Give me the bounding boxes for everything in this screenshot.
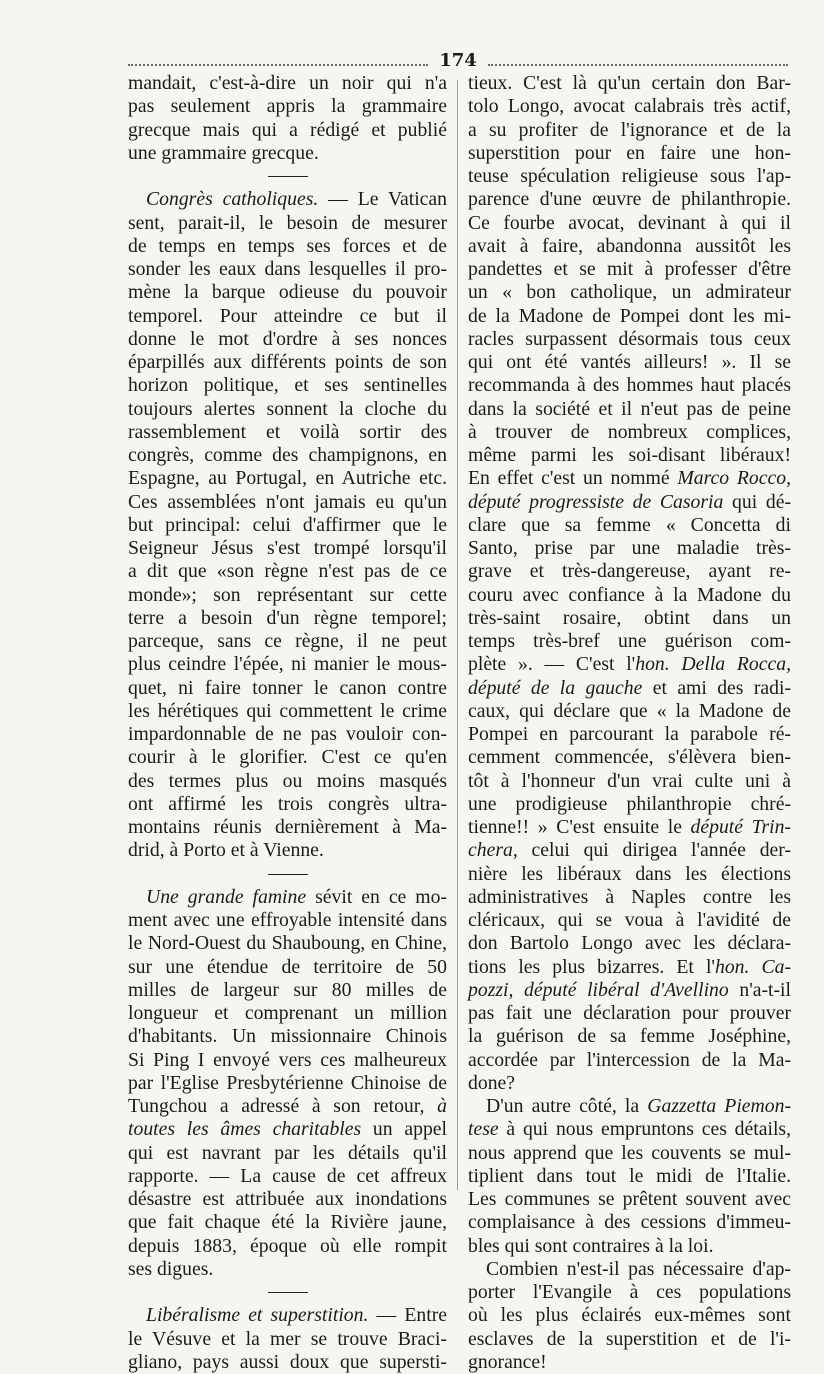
text-line <box>128 305 447 328</box>
text-run: quet, ni faire tonner le canon contre <box>128 676 447 699</box>
text-run: temporel. Pour atteindre ce but il <box>128 304 447 327</box>
left-column <box>128 72 447 1374</box>
text-run: très-saint rosaire, obtint dans un <box>468 606 791 629</box>
text-line <box>468 72 791 95</box>
text-line <box>128 95 447 118</box>
text-line <box>468 700 791 723</box>
text-run: accordée par l'intercession de la Ma- <box>468 1048 791 1071</box>
text-run: sur une étendue de territoire de 50 <box>128 955 447 978</box>
text-run: Ces assemblées n'ont jamais eu qu'un <box>128 490 447 513</box>
text-run: de temps en temps ses forces et de <box>128 234 447 257</box>
text-line <box>468 956 791 979</box>
right-column <box>468 72 791 1374</box>
text-run: qui dé- <box>723 490 791 513</box>
text-run: impardonnable de ne pas vouloir con- <box>128 723 447 745</box>
text-run: Santo, prise par une maladie très- <box>468 537 791 559</box>
italic-text: Marco Rocco, <box>677 467 792 490</box>
text-run: a su profiter de l'ignorance et de la <box>468 118 791 141</box>
text-line <box>468 1211 791 1234</box>
text-line <box>128 1211 447 1234</box>
text-line <box>128 979 447 1002</box>
text-run: tions les plus bizarres. Et l' <box>468 955 715 978</box>
text-line <box>468 467 791 490</box>
text-run: avait à faire, abandonna aussitôt les <box>468 234 791 257</box>
text-line <box>468 932 791 955</box>
text-line <box>128 212 447 235</box>
text-line <box>128 1049 447 1072</box>
text-line <box>128 235 447 258</box>
text-run: monde»; son représentant sur cette <box>128 583 447 606</box>
text-line <box>128 932 447 955</box>
text-line <box>128 119 447 142</box>
page-number: 174 <box>439 50 477 71</box>
italic-text: toutes les âmes charitables <box>128 1118 362 1141</box>
text-line <box>128 816 447 839</box>
text-run: esclaves de la superstition et de l'i- <box>468 1327 791 1350</box>
text-line <box>468 746 791 769</box>
text-run: but principal: celui d'affirmer que le <box>128 513 447 536</box>
text-run: à trouver de nombreux complices, <box>468 420 791 443</box>
text-line <box>128 793 447 816</box>
text-line <box>128 723 447 746</box>
text-line <box>468 188 791 211</box>
text-line <box>128 1351 447 1374</box>
text-run: plus ceindre l'épée, ni manier le mous- <box>128 653 447 676</box>
text-line <box>468 886 791 909</box>
text-run: racles surpassent désormais tous ceux <box>468 327 791 350</box>
text-run: sévit en ce mo- <box>306 885 447 908</box>
text-run: ment avec une effroyable intensité dans <box>128 909 447 931</box>
text-line <box>468 1258 791 1281</box>
text-line <box>468 1095 791 1118</box>
text-run: désastre est attribuée aux inondations <box>128 1188 447 1210</box>
text-run: la guérison de sa femme Joséphine, <box>468 1025 791 1048</box>
text-line <box>128 653 447 676</box>
text-run: drid, à Porto et à Vienne. <box>128 839 324 862</box>
text-line <box>128 1002 447 1025</box>
text-run: — Entre <box>368 1304 447 1327</box>
text-run: complaisance à des cessions d'immeu- <box>468 1211 791 1234</box>
italic-text: député Trin- <box>690 816 791 838</box>
text-run: En effet c'est un nommé <box>468 467 678 490</box>
italic-text: député de la gauche <box>468 676 643 699</box>
text-run: sent, parait-il, le besoin de mesurer <box>128 211 447 234</box>
text-run: par l'Eglise Presbytérienne Chinoise de <box>128 1071 447 1094</box>
section-separator <box>128 1281 447 1304</box>
text-run: dans la société et il n'eut pas de peine <box>468 397 791 420</box>
text-line <box>468 1351 791 1374</box>
text-line <box>468 793 791 816</box>
text-run: de la Madone de Pompei dont les mi- <box>468 304 791 327</box>
text-run: où les plus éclairés eux-mêmes sont <box>468 1304 791 1327</box>
text-run: mène la barque odieuse du pouvoir <box>128 281 447 304</box>
text-run: les hérétiques qui commettent le crime <box>128 699 447 722</box>
text-run: administratives à Naples contre les <box>468 885 791 908</box>
italic-text: hon. Della Rocca, <box>635 653 791 676</box>
text-run: porter l'Evangile à ces populations <box>468 1281 791 1303</box>
text-run: couru avec confiance à la Madone du <box>468 583 791 606</box>
text-line <box>468 1142 791 1165</box>
text-run: des termes plus ou moins masqués <box>128 769 447 792</box>
text-line <box>468 607 791 630</box>
text-line <box>128 1165 447 1188</box>
column-divider <box>457 80 458 1190</box>
text-line <box>128 491 447 514</box>
text-run: donne le mot d'ordre à ses nonces <box>128 327 447 350</box>
text-run: rapporte. — La cause de cet affreux <box>128 1164 447 1187</box>
section-separator <box>128 863 447 886</box>
text-line <box>468 235 791 258</box>
text-line <box>468 398 791 421</box>
text-line <box>468 816 791 839</box>
text-line <box>468 142 791 165</box>
text-run: nous apprend que les couvents se mul- <box>468 1141 791 1164</box>
text-run: grecque mais qui a rédigé et publié <box>128 118 447 141</box>
text-line <box>128 886 447 909</box>
text-run: clare que sa femme « Concetta di <box>468 513 791 536</box>
text-line <box>468 1235 791 1258</box>
text-line <box>468 491 791 514</box>
italic-text: tese <box>468 1118 499 1141</box>
text-line <box>128 1328 447 1351</box>
text-line <box>468 770 791 793</box>
text-run: parence d'une œuvre de philanthropie. <box>468 188 791 211</box>
text-run: done? <box>468 1071 516 1094</box>
text-run: longueur et comprenant un million <box>128 1002 447 1024</box>
text-run: milles de largeur sur 80 milles de <box>128 978 447 1001</box>
text-run: D'un autre côté, la <box>486 1095 648 1117</box>
text-line <box>128 467 447 490</box>
text-run: ont affirmé les trois congrès ultra- <box>128 792 447 815</box>
text-line <box>128 630 447 653</box>
text-line <box>468 95 791 118</box>
text-run: Combien n'est-il pas nécessaire d'ap- <box>486 1257 791 1280</box>
text-run: Ce fourbe avocat, devinant à qui il <box>468 211 791 234</box>
italic-text: pozzi, député libéral d'Avellino <box>468 978 729 1001</box>
text-run: toujours alertes sonnent la cloche du <box>128 397 447 420</box>
text-run: pandettes et se mit à professer d'être <box>468 258 791 280</box>
text-run: terre a besoin d'un règne temporel; <box>128 606 447 629</box>
text-line <box>468 1049 791 1072</box>
text-line <box>468 421 791 444</box>
text-line <box>468 1304 791 1327</box>
text-line <box>128 677 447 700</box>
text-run: grave et très-dangereuse, ayant re- <box>468 560 791 583</box>
text-run: bles qui sont contraires à la loi. <box>468 1234 714 1257</box>
text-run: caux, qui déclare que « la Madone de <box>468 699 791 722</box>
text-line <box>468 258 791 281</box>
italic-text: Libéralisme et superstition. <box>146 1304 369 1327</box>
text-line <box>128 584 447 607</box>
text-line <box>128 398 447 421</box>
text-run: gliano, pays aussi doux que supersti- <box>128 1350 447 1373</box>
text-run: un appel <box>361 1118 447 1141</box>
text-run: Si Ping I envoyé vers ces malheureux <box>128 1048 447 1071</box>
text-run: congrès, comme des champignons, en <box>128 444 447 466</box>
text-run: temps très-bref une guérison com- <box>468 630 791 652</box>
text-run: don Bartolo Longo avec les déclara- <box>468 932 791 955</box>
text-run: superstition pour en faire une hon- <box>468 141 791 164</box>
text-run: horizon politique, et ses sentinelles <box>128 374 447 397</box>
text-line <box>128 374 447 397</box>
text-run: tienne!! » C'est ensuite le <box>468 816 691 838</box>
text-run: rassemblement et voilà sortir des <box>128 420 447 443</box>
text-line <box>468 212 791 235</box>
text-run: plète ». — C'est l' <box>468 653 636 676</box>
text-run: tôt à l'honneur d'un vrai culte uni à <box>468 769 791 792</box>
text-line <box>128 444 447 467</box>
text-line <box>468 328 791 351</box>
text-line <box>128 1304 447 1327</box>
text-line <box>468 560 791 583</box>
text-line <box>128 770 447 793</box>
text-line <box>468 1072 791 1095</box>
text-run: ses digues. <box>128 1257 214 1280</box>
text-line <box>128 839 447 862</box>
text-run: celui qui dirigea l'année der- <box>517 839 791 862</box>
text-run: nière les libéraux dans les élections <box>468 862 791 885</box>
text-line <box>468 165 791 188</box>
text-run: qui est navrant par les détails qu'il <box>128 1141 447 1164</box>
text-line <box>468 1118 791 1141</box>
text-line <box>468 839 791 862</box>
text-line <box>128 281 447 304</box>
text-run: n'a-t-il <box>728 978 791 1001</box>
text-run: que fait chaque été la Rivière jaune, <box>128 1211 447 1234</box>
text-line <box>468 351 791 374</box>
text-run: tieux. C'est là qu'un certain don Bar- <box>468 72 791 94</box>
text-line <box>128 1095 447 1118</box>
text-run: éparpillés aux différents points de son <box>128 351 447 373</box>
text-line <box>468 1328 791 1351</box>
text-line <box>128 1258 447 1281</box>
text-line <box>468 305 791 328</box>
italic-text: Gazzetta Piemon- <box>647 1095 792 1117</box>
text-run: gnorance! <box>468 1350 547 1373</box>
header-rule-left <box>128 64 428 66</box>
text-line <box>128 142 447 165</box>
text-run: Tungchou a adressé à son retour, <box>128 1095 438 1117</box>
text-run: a dit que «son règne n'est pas de ce <box>128 560 447 583</box>
text-line <box>468 119 791 142</box>
text-line <box>128 1025 447 1048</box>
header-rule-right <box>488 64 788 66</box>
text-line <box>468 444 791 467</box>
text-run: depuis 1883, époque où elle rompit <box>128 1234 447 1257</box>
section-separator <box>128 165 447 188</box>
text-run: montains réunis dernièrement à Ma- <box>128 816 447 838</box>
text-line <box>468 1002 791 1025</box>
text-line <box>468 584 791 607</box>
text-line <box>128 1235 447 1258</box>
text-run: Pompei en parcourant la parabole ré- <box>468 723 791 745</box>
text-line <box>468 374 791 397</box>
italic-text: à <box>437 1095 447 1117</box>
text-run: mandait, c'est-à-dire un noir qui n'a <box>128 72 447 94</box>
text-run: parceque, sans ce règne, il ne peut <box>128 630 447 652</box>
text-run: le Vésuve et la mer se trouve Braci- <box>128 1327 447 1350</box>
text-line <box>468 1165 791 1188</box>
text-run: un « bon catholique, un admirateur <box>468 281 791 304</box>
text-line <box>128 607 447 630</box>
text-run: d'habitants. Un missionnaire Chinois <box>128 1025 447 1048</box>
text-line <box>468 1025 791 1048</box>
text-line <box>128 1118 447 1141</box>
text-line <box>468 537 791 560</box>
text-run: le Nord-Ouest du Shauboung, en Chine, <box>128 932 447 955</box>
text-line <box>468 909 791 932</box>
italic-text: Une grande famine <box>146 885 307 908</box>
text-run: et ami des radi- <box>642 676 791 699</box>
italic-text: député progressiste de Casoria <box>468 490 724 513</box>
text-run: sonder les eaux dans lesquelles il pro- <box>128 258 447 280</box>
italic-text: Congrès catholiques. <box>146 188 319 211</box>
text-line <box>128 351 447 374</box>
text-run: Les communes se prêtent souvent avec <box>468 1188 791 1210</box>
text-line <box>128 188 447 211</box>
text-run: à qui nous empruntons ces détails, <box>498 1118 791 1141</box>
text-run: tolo Longo, avocat calabrais très actif, <box>468 95 791 118</box>
italic-text: hon. Ca- <box>714 955 792 978</box>
text-line <box>468 514 791 537</box>
text-line <box>128 258 447 281</box>
text-run: recommanda à des hommes haut placés <box>468 374 791 397</box>
text-line <box>128 909 447 932</box>
text-line <box>128 514 447 537</box>
text-line <box>468 1188 791 1211</box>
text-line <box>128 1072 447 1095</box>
text-line <box>128 1188 447 1211</box>
text-line <box>468 677 791 700</box>
text-line <box>468 863 791 886</box>
text-line <box>128 1142 447 1165</box>
text-run: cléricaux, qui se voua à l'avidité de <box>468 909 791 931</box>
text-run: même parmi les soi-disant libéraux! <box>468 444 791 466</box>
text-run: teuse spéculation religieuse sous l'ap- <box>468 165 791 187</box>
text-run: tiplient dans tout le midi de l'Italie. <box>468 1164 791 1187</box>
text-run: Seigneur Jésus s'est trompé lorsqu'il <box>128 537 447 559</box>
text-line <box>128 746 447 769</box>
text-line <box>128 956 447 979</box>
text-run: pas seulement appris la grammaire <box>128 95 447 118</box>
text-run: une grammaire grecque. <box>128 141 319 164</box>
text-run: — Le Vatican <box>318 188 447 211</box>
text-run: courir à le glorifier. C'est ce qu'en <box>128 746 447 769</box>
text-line <box>128 328 447 351</box>
text-line <box>128 700 447 723</box>
text-line <box>468 281 791 304</box>
text-line <box>128 421 447 444</box>
text-run: une prodigieuse philanthropie chré- <box>468 792 791 815</box>
text-run: qui ont été vantés ailleurs! ». Il se <box>468 351 791 373</box>
italic-text: chera, <box>468 839 518 862</box>
text-line <box>128 537 447 560</box>
text-line <box>128 560 447 583</box>
text-line <box>468 1281 791 1304</box>
text-run: pas fait une déclaration pour prouver <box>468 1002 791 1024</box>
text-line <box>468 630 791 653</box>
text-run: Espagne, au Portugal, en Autriche etc. <box>128 467 447 490</box>
text-line <box>468 979 791 1002</box>
text-line <box>468 723 791 746</box>
text-run: cemment commencée, s'élèvera bien- <box>468 746 791 769</box>
text-line <box>128 72 447 95</box>
text-line <box>468 653 791 676</box>
